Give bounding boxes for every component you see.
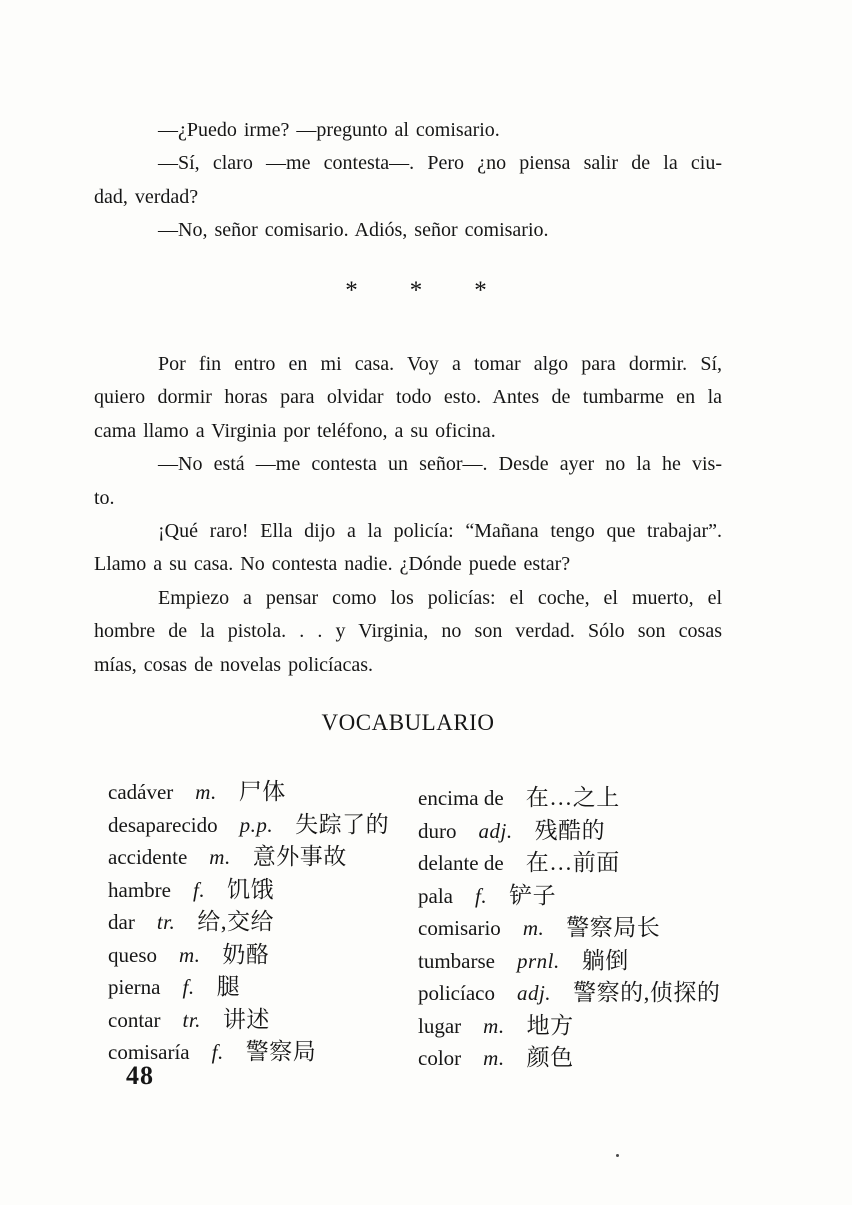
- paragraph: [94, 582, 722, 682]
- vocab-part-of-speech: adj.: [516, 981, 552, 1005]
- vocab-word: accidente: [108, 845, 188, 869]
- vocab-translation: 铲子: [509, 882, 557, 908]
- vocab-entry: [418, 912, 720, 945]
- vocab-part-of-speech: f.: [192, 877, 206, 902]
- text-line: Por fin entro en mi casa. Voy a tomar algo para dormir. Sí,: [158, 353, 722, 375]
- vocab-translation: 警察局长: [566, 915, 661, 940]
- vocab-entry: [418, 1042, 720, 1075]
- vocab-translation: 残酷的: [534, 817, 606, 843]
- vocab-translation: 警察的,侦探的: [573, 980, 721, 1005]
- vocab-part-of-speech: f.: [474, 883, 488, 908]
- text-line: —No está —me contesta un señor—. Desde ayer no la he vis-: [158, 453, 722, 476]
- vocab-part-of-speech: tr.: [182, 1007, 201, 1032]
- vocab-part-of-speech: tr.: [156, 910, 176, 934]
- vocab-part-of-speech: m.: [195, 780, 217, 804]
- vocab-translation: 在…前面: [525, 850, 620, 875]
- vocab-word: desaparecido: [108, 812, 218, 837]
- vocab-entry: [108, 971, 418, 1004]
- vocab-entry: [418, 782, 720, 815]
- vocab-translation: 讲述: [222, 1006, 270, 1032]
- paragraph: [94, 114, 722, 147]
- vocab-word: tumbarse: [418, 948, 495, 973]
- vocab-part-of-speech: m.: [209, 845, 231, 869]
- vocab-part-of-speech: m.: [522, 916, 545, 940]
- dialogue-section: [94, 114, 722, 248]
- vocab-part-of-speech: m.: [483, 1013, 505, 1038]
- vocab-word: policíaco: [418, 981, 495, 1005]
- vocab-word: duro: [418, 818, 457, 843]
- text-line: hombre de la pistola. . . y Virginia, no son verdad. Sólo son cosas: [94, 620, 722, 643]
- vocab-entry: [108, 939, 418, 972]
- vocab-entry: [418, 945, 720, 978]
- text-line: mías, cosas de novelas policíacas.: [94, 653, 374, 676]
- page-number: 48: [126, 1061, 154, 1090]
- vocab-translation: 给,交给: [197, 909, 275, 934]
- vocab-part-of-speech: adj.: [478, 818, 513, 843]
- vocab-word: delante de: [418, 851, 504, 875]
- vocab-word: encima de: [418, 786, 504, 810]
- vocab-translation: 奶酪: [222, 941, 270, 967]
- section-separator: [94, 274, 722, 307]
- vocab-entry: [418, 847, 720, 880]
- vocab-entry: [108, 906, 418, 939]
- vocab-word: color: [418, 1046, 462, 1070]
- scan-speck-artifact: [616, 1154, 619, 1157]
- vocab-translation: 尸体: [238, 779, 286, 804]
- text-line: —Sí, claro —me contesta—. Pero ¿no piensa salir de la ciu-: [158, 152, 722, 175]
- vocab-word: pierna: [108, 975, 161, 999]
- text-line: ¡Qué raro! Ella dijo a la policía: “Mañana tengo que trabajar”.: [158, 520, 722, 543]
- vocab-translation: 躺倒: [581, 947, 629, 973]
- vocab-word: pala: [418, 883, 453, 908]
- vocab-word: dar: [108, 910, 135, 934]
- vocab-part-of-speech: p.p.: [239, 812, 274, 837]
- vocab-word: lugar: [418, 1013, 462, 1038]
- vocabulary-right-column: [418, 776, 720, 1075]
- vocab-part-of-speech: f.: [182, 975, 195, 999]
- vocab-translation: 颜色: [526, 1045, 574, 1070]
- text-line: to.: [94, 486, 115, 509]
- vocab-word: comisaría: [108, 1040, 190, 1064]
- vocabulary-heading: VOCABULARIO: [321, 710, 495, 735]
- vocab-entry: [108, 841, 418, 874]
- text-line: dad, verdad?: [94, 185, 199, 208]
- vocab-translation: 腿: [216, 974, 241, 999]
- text-line: cama llamo a Virginia por teléfono, a su oficina.: [94, 419, 496, 442]
- vocab-entry: [108, 776, 418, 809]
- paragraph: [94, 147, 722, 214]
- vocab-entry: [108, 809, 418, 842]
- vocab-part-of-speech: prnl.: [516, 948, 560, 973]
- vocab-entry: [418, 977, 720, 1010]
- vocab-part-of-speech: f.: [211, 1040, 224, 1064]
- vocab-translation: 意外事故: [252, 844, 347, 869]
- vocab-word: queso: [108, 942, 157, 967]
- vocab-part-of-speech: m.: [179, 942, 201, 967]
- paragraph: [94, 448, 722, 515]
- vocab-translation: 失踪了的: [295, 811, 390, 837]
- vocab-entry: [418, 880, 720, 913]
- vocab-entry: [108, 874, 418, 907]
- text-line: Empiezo a pensar como los policías: el coche, el muerto, el: [158, 586, 722, 609]
- text-line: —No, señor comisario. Adiós, señor comisario.: [158, 219, 549, 242]
- asterisk: *: [474, 277, 487, 304]
- paragraph: [94, 515, 722, 582]
- vocab-word: contar: [108, 1007, 161, 1032]
- paragraph: [94, 214, 722, 247]
- vocab-translation: 地方: [526, 1012, 574, 1038]
- text-line: —¿Puedo irme? —pregunto al comisario.: [158, 119, 500, 141]
- vocab-part-of-speech: m.: [483, 1046, 505, 1070]
- vocab-translation: 警察局: [245, 1039, 317, 1064]
- vocab-entry: [418, 1010, 720, 1043]
- vocab-word: cadáver: [108, 780, 174, 804]
- text-line: Llamo a su casa. No contesta nadie. ¿Dónde puede estar?: [94, 553, 571, 576]
- vocabulary-left-column: [108, 776, 418, 1075]
- vocab-entry: [108, 1036, 418, 1069]
- vocabulary-section: [108, 776, 720, 1075]
- vocab-entry: [108, 1004, 418, 1037]
- text-line: quiero dormir horas para olvidar todo esto. Antes de tumbarme en la: [94, 386, 722, 409]
- asterisk: *: [409, 277, 423, 304]
- vocab-entry: [418, 815, 720, 848]
- asterisk: *: [345, 277, 358, 304]
- vocab-word: hambre: [108, 877, 171, 902]
- vocab-translation: 饥饿: [227, 876, 275, 902]
- narrative-section: [94, 348, 722, 682]
- vocab-translation: 在…之上: [525, 785, 620, 810]
- vocab-word: comisario: [418, 916, 501, 940]
- paragraph: [94, 348, 722, 448]
